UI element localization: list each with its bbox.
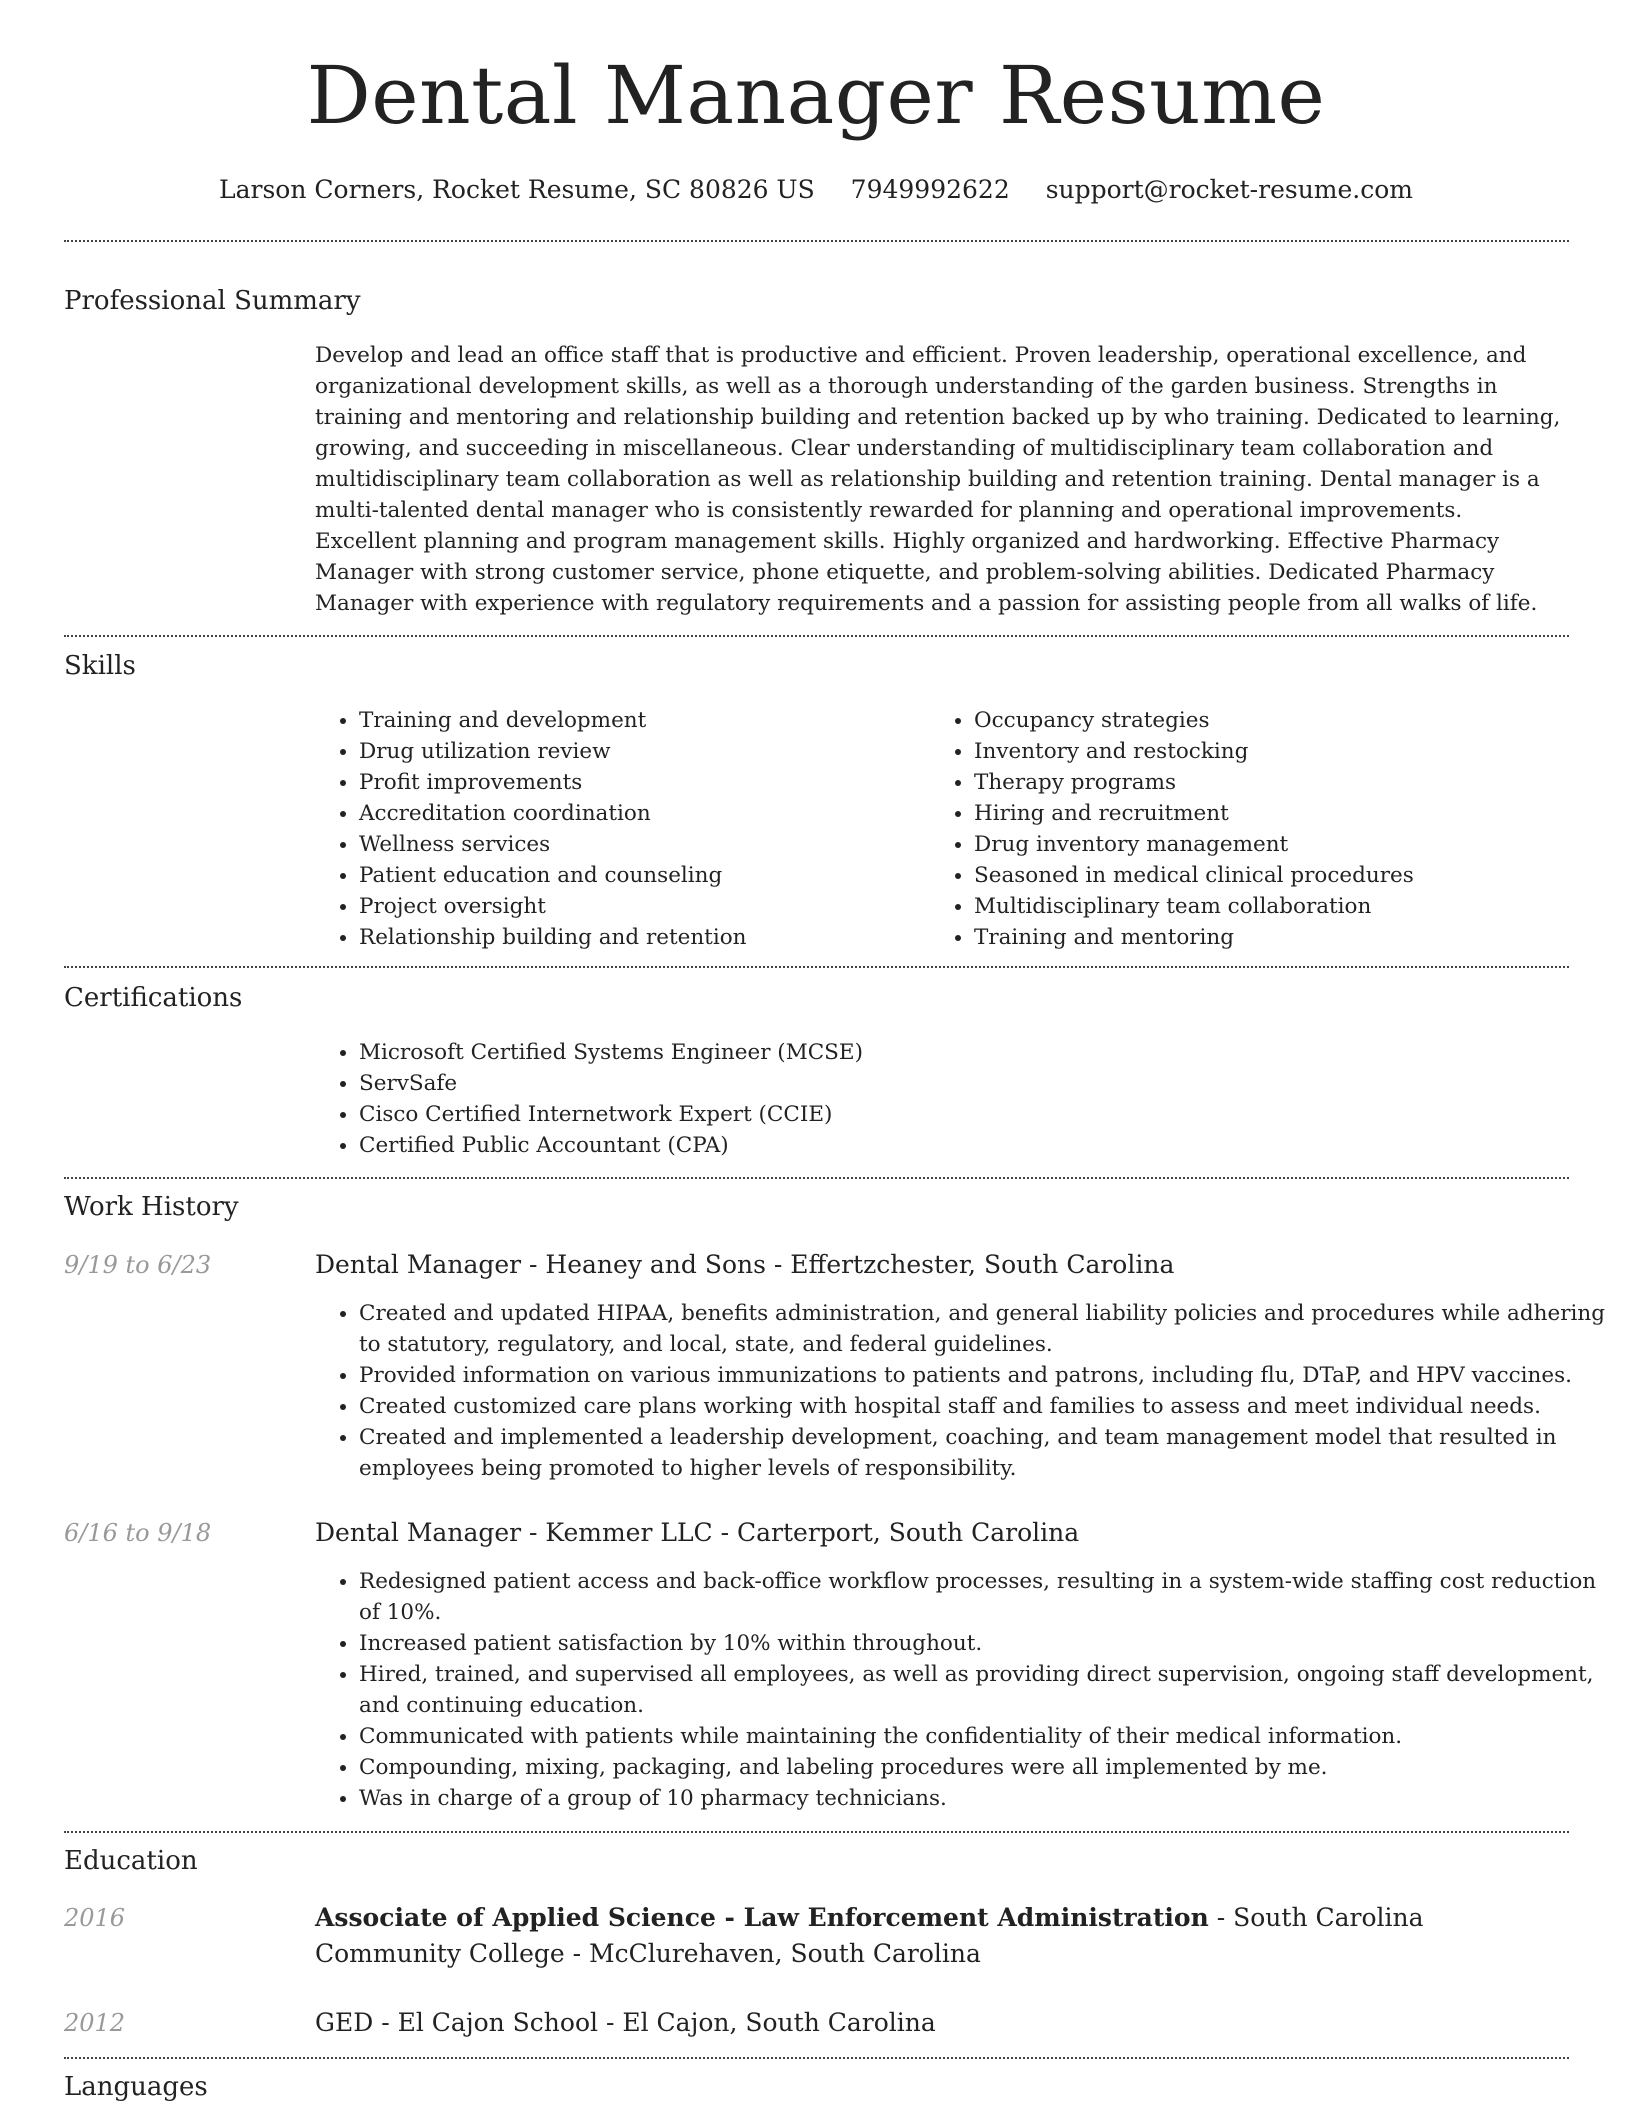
skill-item: • Training and development — [359, 705, 939, 736]
education-heading: Education — [64, 1846, 198, 1876]
education-year: 2016 — [64, 1904, 126, 1932]
page-title: Dental Manager Resume — [306, 49, 1326, 142]
certification-item: • Cisco Certified Internetwork Expert (CCIE) — [359, 1099, 1609, 1130]
education-school: GED - El Cajon School - El Cajon, South Carolina — [315, 2008, 936, 2037]
job-bullets — [315, 1298, 1609, 1484]
skill-item: • Therapy programs — [974, 767, 1594, 798]
job-bullet: • Compounding, mixing, packaging, and labeling procedures were all implemented by me. — [359, 1752, 1609, 1783]
contact-address: Larson Corners, Rocket Resume, SC 80826 US — [219, 175, 815, 204]
contact-line — [0, 170, 1632, 210]
skill-item: • Hiring and recruitment — [974, 798, 1594, 829]
skill-item: • Wellness services — [359, 829, 939, 860]
job-title: Dental Manager - Heaney and Sons - Effertzchester, South Carolina — [315, 1250, 1175, 1279]
skill-item: • Drug utilization review — [359, 736, 939, 767]
skill-item: • Multidisciplinary team collaboration — [974, 891, 1594, 922]
skill-item: • Project oversight — [359, 891, 939, 922]
education-entry — [315, 2005, 1567, 2041]
job-bullet: • Increased patient satisfaction by 10% within throughout. — [359, 1628, 1609, 1659]
job-dates: 6/16 to 9/18 — [64, 1519, 212, 1547]
skill-item: • Occupancy strategies — [974, 705, 1594, 736]
divider — [64, 2057, 1569, 2059]
skill-item: • Drug inventory management — [974, 829, 1594, 860]
job-bullet: • Provided information on various immunizations to patients and patrons, including flu, DTaP, and HPV vaccines. — [359, 1360, 1609, 1391]
job-bullets — [315, 1566, 1609, 1814]
education-year: 2012 — [64, 2009, 126, 2037]
job-dates: 9/19 to 6/23 — [64, 1251, 212, 1279]
job-bullet: • Was in charge of a group of 10 pharmacy technicians. — [359, 1783, 1609, 1814]
skills-list-right — [930, 705, 1594, 953]
certifications-heading: Certifications — [64, 983, 243, 1013]
contact-email: support@rocket-resume.com — [1045, 175, 1413, 204]
job-bullet: • Hired, trained, and supervised all employees, as well as providing direct supervision, ongoing staff development, and continuing education. — [359, 1659, 1609, 1721]
job-bullet: • Redesigned patient access and back-office workflow processes, resulting in a system-wide staffing cost reduction of 10%. — [359, 1566, 1609, 1628]
skill-item: • Profit improvements — [359, 767, 939, 798]
certification-item: • ServSafe — [359, 1068, 1609, 1099]
contact-phone: 7949992622 — [850, 175, 1010, 204]
skill-item: • Relationship building and retention — [359, 922, 939, 953]
skill-item: • Training and mentoring — [974, 922, 1594, 953]
skills-list-left — [315, 705, 939, 953]
job-bullet: • Created and implemented a leadership development, coaching, and team management model that resulted in employees being promoted to higher levels of responsibility. — [359, 1422, 1609, 1484]
divider — [64, 966, 1569, 968]
divider — [64, 1177, 1569, 1179]
skill-item: • Patient education and counseling — [359, 860, 939, 891]
certification-item: • Microsoft Certified Systems Engineer (MCSE) — [359, 1037, 1609, 1068]
job-bullet: • Communicated with patients while maintaining the confidentiality of their medical information. — [359, 1721, 1609, 1752]
certification-item: • Certified Public Accountant (CPA) — [359, 1130, 1609, 1161]
job-bullet: • Created and updated HIPAA, benefits administration, and general liability policies and procedures while adhering to statutory, regulatory, and local, state, and federal guidelines. — [359, 1298, 1609, 1360]
skill-item: • Inventory and restocking — [974, 736, 1594, 767]
divider — [64, 1831, 1569, 1833]
job-title: Dental Manager - Kemmer LLC - Carterport, South Carolina — [315, 1518, 1080, 1547]
job-bullet: • Created customized care plans working with hospital staff and families to assess and meet individual needs. — [359, 1391, 1609, 1422]
languages-heading: Languages — [64, 2072, 208, 2102]
summary-heading: Professional Summary — [64, 286, 361, 316]
skill-item: • Accreditation coordination — [359, 798, 939, 829]
summary-text: Develop and lead an office staff that is productive and efficient. Proven leadership, operational excellence, and organizational development skills, as well as a thorough understanding of the garden business. Strengths in training and mentoring and relationship building and retention backed up by who training. Dedicated to learning, growing, and succeeding in miscellaneous. Clear understanding of multidisciplinary team collaboration and multidisciplinary team collaboration as well as relationship building and retention training. Dental manager is a multi-talented dental manager who is consistently rewarded for planning and operational improvements. Excellent planning and program management skills. Highly organized and hardworking. Effective Pharmacy Manager with strong customer service, phone etiquette, and problem-solving abilities. Dedicated Pharmacy Manager with experience with regulatory requirements and a passion for assisting people from all walks of life. — [315, 343, 1561, 616]
education-degree: Associate of Applied Science - Law Enforcement Administration — [315, 1903, 1209, 1932]
education-entry — [315, 1900, 1567, 1972]
skill-item: • Seasoned in medical clinical procedures — [974, 860, 1594, 891]
work-history-heading: Work History — [64, 1192, 239, 1222]
skills-heading: Skills — [64, 651, 136, 681]
divider — [64, 240, 1569, 242]
divider — [64, 635, 1569, 637]
education-school: - South Carolina Community College - McClurehaven, South Carolina — [315, 1903, 1424, 1968]
certifications-list — [315, 1037, 1609, 1161]
